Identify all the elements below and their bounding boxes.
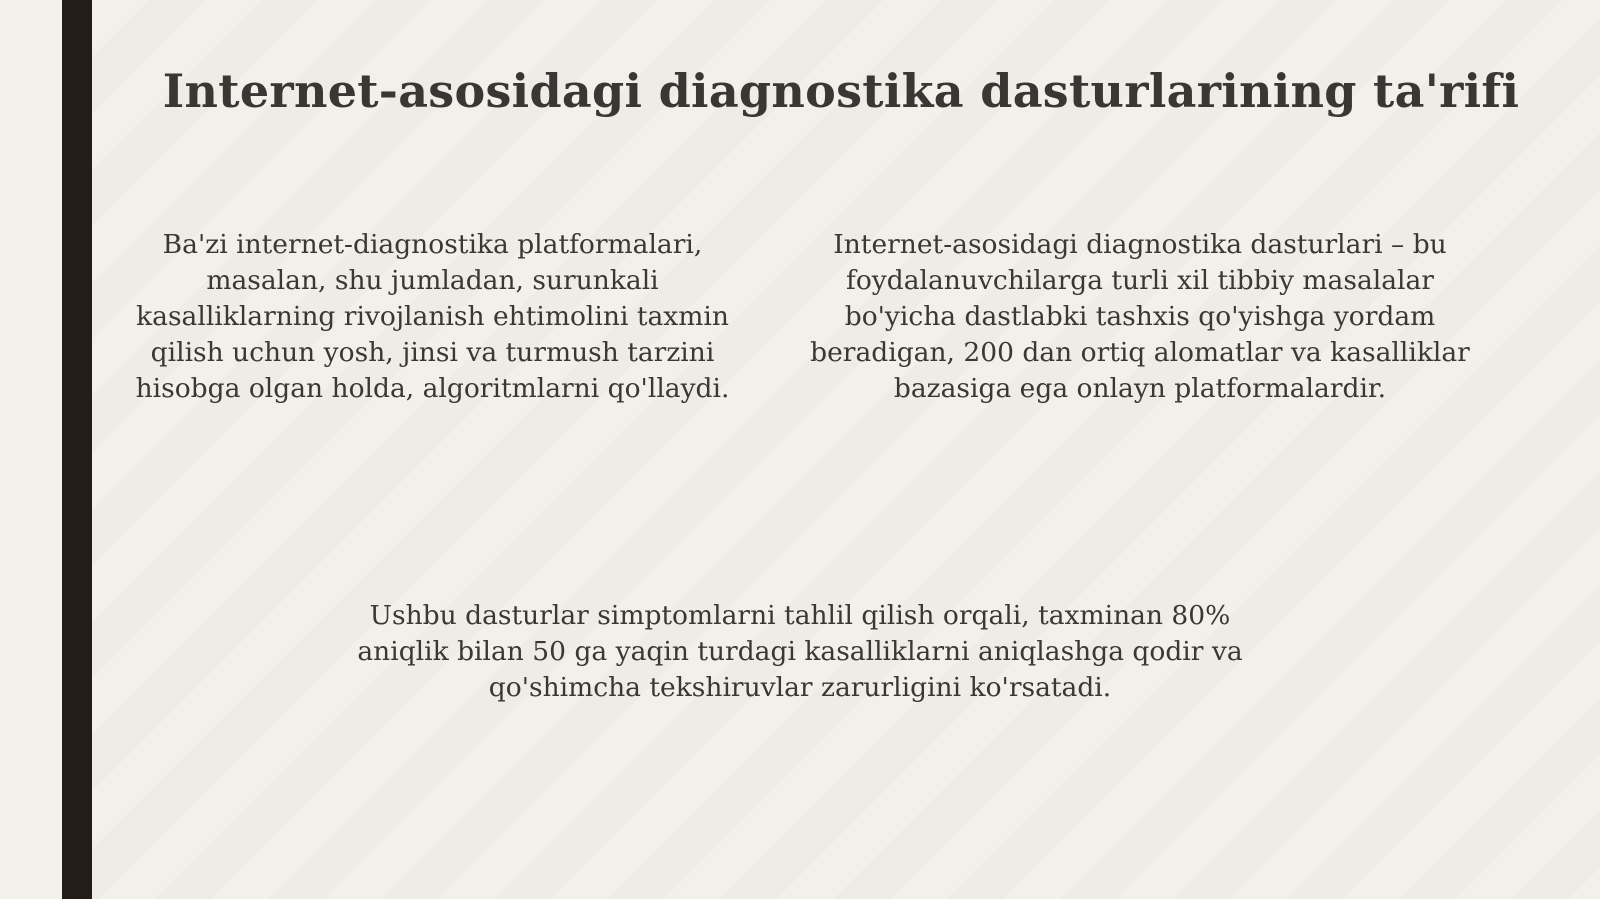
right-text-block: Internet-asosidagi diagnostika dasturlari – bu foydalanuvchilarga turli xil tibbiy masalalar bo'yicha dastlabki tashxis qo'yishga yordam beradigan, 200 dan ortiq alomatlar va kasalliklar bazasiga ega onlayn platformalardir.	[810, 229, 1470, 404]
accent-bar	[62, 0, 92, 899]
left-text-block: Ba'zi internet-diagnostika platformalari, masalan, shu jumladan, surunkali kasalliklarning rivojlanish ehtimolini taxmin qilish uchun yosh, jinsi va turmush tarzini hisobga olgan holda, algoritmlarni qo'llaydi.	[135, 229, 730, 404]
bottom-text-block: Ushbu dasturlar simptomlarni tahlil qilish orqali, taxminan 80% aniqlik bilan 50 ga yaqin turdagi kasalliklarni aniqlashga qodir va qo'shimcha tekshiruvlar zarurligini ko'rsatadi.	[357, 600, 1243, 703]
left-margin	[0, 0, 62, 899]
slide-background	[92, 0, 1600, 899]
slide-title: Internet-asosidagi diagnostika dasturlarining ta'rifi	[162, 64, 1520, 118]
